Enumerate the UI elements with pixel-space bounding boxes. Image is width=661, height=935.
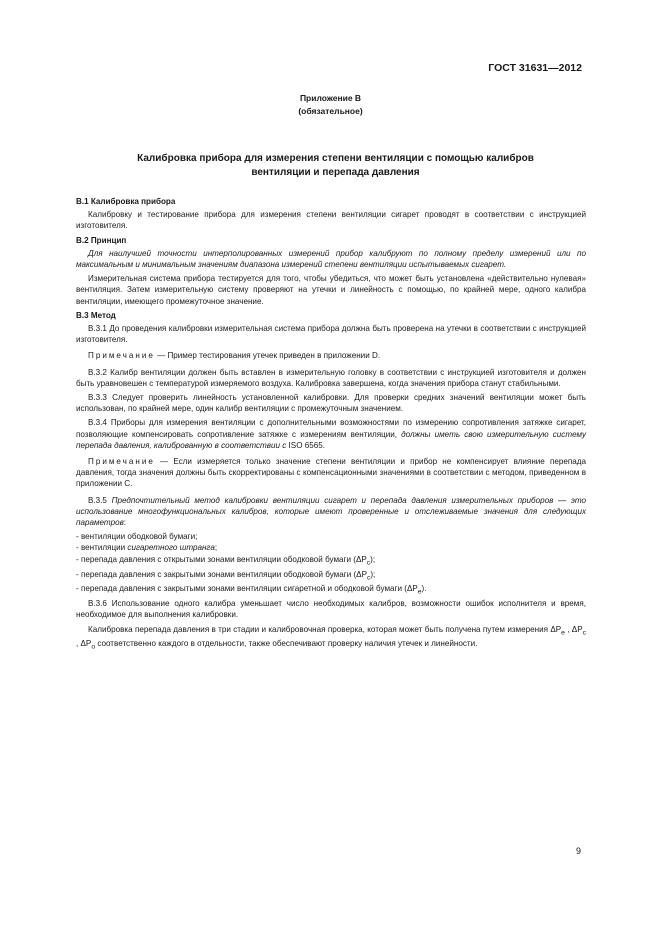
page-number: 9 (575, 846, 581, 856)
note-2-label: Примечание (88, 457, 155, 467)
clause-b35: В.3.5 Предпочтительный метод калибровки вентиляции сигарет и перепада давления измерительных приборов — это использование многофункциональных калибров, которые имеют проверенные и отслеживаемые значения для следующих параметров: (76, 495, 586, 528)
standard-number: ГОСТ 31631—2012 (488, 62, 582, 74)
title-line-2: вентиляции и перепада давления (251, 167, 420, 178)
list-item: - вентиляции сигаретного штранга; (76, 543, 218, 553)
section-b3-heading: В.3 Метод (76, 310, 116, 320)
document-title (80, 152, 591, 180)
appendix-status: (обязательное) (298, 106, 363, 116)
section-b2-paragraph-2: Измерительная система прибора тестируется для того, чтобы убедиться, что может быть установлена «действительно нулевая» вентиляция. Затем измерительную систему проверяют на утечки и линейность с помощью, по крайней мере, одного калибра вентиляции, имеющего промежуточное значение. (76, 274, 586, 306)
parameter-list (76, 531, 586, 598)
clause-b36-continuation: Калибровка перепада давления в три стадии и калибровочная проверка, которая может быть получена путем измерения $\Delta P_e$ , $\Delta P_c$ , $\Delta P_o$ соответственно каждого в отдельности, также обеспечивают проверку наличия утечек и линейности. (76, 624, 586, 651)
title-line-1: Калибровка прибора для измерения степени вентиляции с помощью калибров (137, 153, 534, 164)
note-2: Примечание — Если измеряется только значение степени вентиляции и прибор не компенсирует влияние перепада давления, тогда значения должны быть скорректированы с компенсационными значениями в соответствии с методом, приведенном в приложении С. (76, 457, 586, 489)
section-b1-paragraph: Калибровку и тестирование прибора для измерения степени вентиляции сигарет проводят в соответствии с инструкцией изготовителя. (76, 210, 586, 231)
clause-b36: В.3.6 Использование одного калибра уменьшает число необходимых калибров, возможности ошибок исполнителя и время, необходимое для выполнения калибровки. (76, 599, 586, 620)
section-b2-heading: В.2 Принцип (76, 235, 127, 245)
section-b2-paragraph-1: Для наилучшей точности интерполированных измерений прибор калибруют по полному пределу измерений или по максимальным и минимальным значениям диапазона измерений степени вентиляции испытываемых сигарет. (76, 248, 586, 270)
section-b1-heading: В.1 Калибровка прибора (76, 197, 176, 206)
clause-b31: В.3.1 До проведения калибровки измерительная система прибора должна быть проверена на утечки в соответствии с инструкцией изготовителя. (76, 324, 586, 345)
list-item: - перепада давления с закрытыми зонами вентиляции сигаретной и ободковой бумаги $(\Delta P_e)$. (76, 584, 427, 596)
clause-b34: В.3.4 Приборы для измерения вентиляции с дополнительными возможностями по измерению сопротивления затяжке сигарет, позволяющие компенсировать сопротивление затяжке с измерениям вентиляции, должны иметь свою измерительную систему перепада давления, калиброванную в соответствии с ISO 6565. (76, 418, 586, 450)
note-1-label: Примечание (88, 351, 155, 361)
document-body (76, 193, 586, 656)
list-item: - вентиляции ободковой бумаги; (76, 532, 198, 542)
appendix-heading (0, 92, 661, 118)
list-item: - перепада давления с открытыми зонами вентиляции ободковой бумаги $(\Delta P_c)$; (76, 554, 376, 567)
list-item: - перепада давления с закрытыми зонами вентиляции ободковой бумаги $(\Delta P_c)$; (76, 569, 376, 582)
clause-b32: В.3.2 Калибр вентиляции должен быть вставлен в измерительную головку в соответствии с инструкцией изготовителя и должен быть уравновешен с температурой измеряемого воздуха. Калибровка завершена, когда значения прибора станут стабильными. (76, 367, 586, 388)
note-1: Примечание — Пример тестирования утечек приведен в приложении D. (88, 351, 381, 361)
clause-b33: В.3.3 Следует проверить линейность установленной калибровки. Для проверки средних значений вентиляции может быть использован, по крайней мере, один калибр вентиляции с промежуточным значением. (76, 393, 586, 414)
appendix-label: Приложение В (299, 93, 362, 103)
